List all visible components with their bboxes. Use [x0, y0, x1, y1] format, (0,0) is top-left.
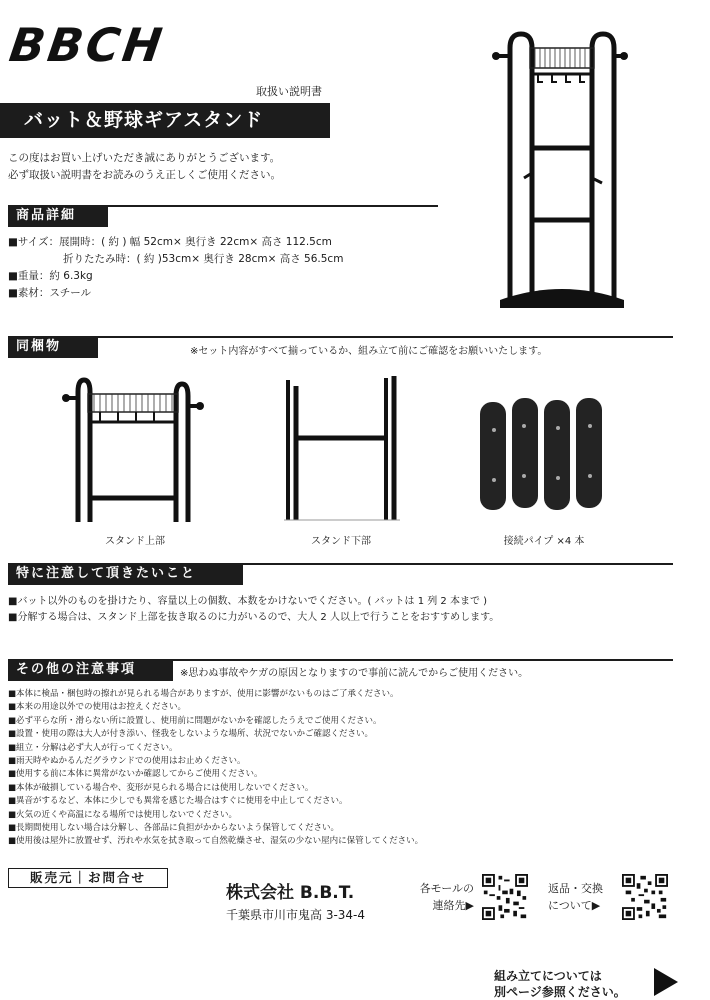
cautions-heading: その他の注意事項	[8, 659, 173, 681]
size-spec-line-1: ■サイズ：展開時：( 約 ) 幅 52cm× 奥行き 22cm× 高さ 112.5cm	[8, 236, 332, 248]
assembly-reference-note	[494, 968, 626, 1000]
warnings-divider	[243, 563, 673, 565]
caution-item: ■異音がするなど、本体に少しでも異常を感じた場合はすぐに使用を中止してください。	[8, 796, 348, 807]
stand-lower-caption: スタンド下部	[311, 536, 371, 547]
company-name: 株式会社 B.B.T.	[226, 883, 355, 903]
details-divider	[108, 205, 438, 207]
next-page-arrow-icon	[652, 966, 680, 998]
warning-item: ■分解する場合は、スタンド上部を抜き取るのに力がいるので、大人 2 人以上で行うことをおすすめします。	[8, 612, 500, 623]
details-heading: 商品詳細	[8, 205, 108, 227]
assembly-reference-line-2: 別ページ参照ください。	[494, 985, 626, 999]
caution-item: ■設置・使用の際は大人が付き添い、怪我をしないような場所、状況でないかご確認ください。	[8, 729, 374, 740]
brand-logo: BBCH	[6, 18, 169, 72]
caution-item: ■本来の用途以外での使用はお控えください。	[8, 702, 187, 713]
caution-item: ■長期間使用しない場合は分解し、各部品に負担がかからないよう保管してください。	[8, 823, 340, 834]
caution-item: ■本体が破損している場合や、変形が見られる場合には使用しないでください。	[8, 782, 314, 793]
caution-item: ■必ず平らな所・滑らない所に設置し、使用前に問題がないかを確認したうえでご使用ください。	[8, 715, 382, 726]
warnings-heading: 特に注意して頂きたいこと	[8, 563, 243, 585]
weight-spec: ■重量：約 6.3kg	[8, 270, 93, 282]
cautions-divider	[173, 659, 673, 661]
manual-label: 取扱い説明書	[256, 85, 322, 98]
intro-line-1: この度はお買い上げいただき誠にありがとうございます。	[8, 152, 281, 164]
caution-item: ■雨天時やぬかるんだグラウンドでの使用はお止めください。	[8, 756, 246, 767]
caution-list	[8, 688, 423, 849]
contents-heading: 同梱物	[8, 336, 98, 358]
contents-note: ※セット内容がすべて揃っているか、組み立て前にご確認をお願いいたします。	[190, 346, 548, 357]
mall-contact-qr-code[interactable]	[482, 874, 528, 920]
caution-item: ■組立・分解は必ず大人が行ってください。	[8, 742, 178, 753]
assembly-reference-line-1: 組み立てについては	[494, 969, 602, 983]
cautions-note: ※思わぬ事故やケガの原因となりますので事前に読んでからご使用ください。	[180, 668, 529, 679]
company-address: 千葉県市川市鬼高 3-34-4	[226, 908, 366, 922]
product-title: バット＆野球ギアスタンド	[0, 103, 330, 138]
returns-qr-code[interactable]	[622, 874, 668, 920]
stand-upper-caption: スタンド上部	[105, 536, 165, 547]
connector-pipes-caption: 接続パイプ ×4 本	[503, 536, 585, 547]
material-spec: ■素材：スチール	[8, 287, 92, 299]
mall-contact-label	[410, 880, 474, 914]
caution-item: ■使用する前に本体に異常がないか確認してからご使用ください。	[8, 769, 263, 780]
caution-item: ■使用後は屋外に放置せず、汚れや水気を拭き取って自然乾燥させ、湿気の少ない屋内に保管してください。	[8, 836, 424, 847]
connector-pipes-image	[474, 396, 614, 516]
contents-divider	[98, 336, 673, 338]
returns-label-line-2: について▶	[548, 899, 601, 912]
intro-line-2: 必ず取扱い説明書をお読みのうえ正しくご使用ください。	[8, 169, 281, 181]
product-image	[490, 28, 630, 310]
size-spec-line-2: 折りたたみ時：( 約 )53cm× 奥行き 28cm× 高さ 56.5cm	[63, 253, 344, 265]
returns-label	[548, 880, 618, 914]
stand-lower-image	[276, 372, 406, 524]
warning-item: ■バット以外のものを掛けたり、容量以上の個数、本数をかけないでください。( バットは 1 列 2 本まで )	[8, 596, 488, 607]
intro-text	[8, 150, 281, 184]
returns-label-line-1: 返品・交換	[548, 882, 603, 895]
contact-heading: 販売元｜お問合せ	[8, 868, 168, 888]
mall-contact-label-line-2: 連絡先▶	[432, 899, 474, 912]
caution-item: ■本体に検品・梱包時の擦れが見られる場合がありますが、使用に影響がないものはご了承ください。	[8, 689, 399, 699]
caution-item: ■火気の近くや高温になる場所では使用しないでください。	[8, 809, 238, 820]
mall-contact-label-line-1: 各モールの	[419, 882, 474, 895]
stand-upper-image	[60, 372, 210, 524]
